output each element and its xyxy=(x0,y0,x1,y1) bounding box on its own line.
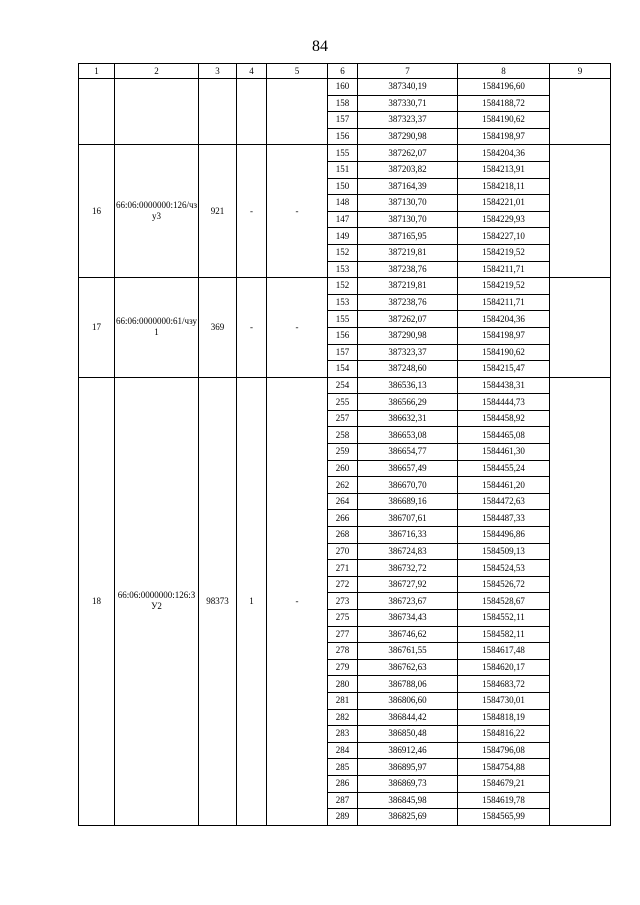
y-coordinate-cell: 1584526,72 xyxy=(458,576,550,593)
cadastral-number-cell: 66:06:0000000:61/чзу1 xyxy=(115,278,199,378)
column-header: 2 xyxy=(115,64,199,79)
y-coordinate-cell: 1584818,19 xyxy=(458,709,550,726)
point-number-cell: 282 xyxy=(328,709,358,726)
cadastral-number-cell: 66:06:0000000:126:ЗУ2 xyxy=(115,377,199,825)
x-coordinate-cell: 387262,07 xyxy=(358,311,458,328)
area-cell xyxy=(199,79,237,145)
x-coordinate-cell: 386707,61 xyxy=(358,510,458,527)
x-coordinate-cell: 386632,31 xyxy=(358,410,458,427)
y-coordinate-cell: 1584565,99 xyxy=(458,809,550,826)
y-coordinate-cell: 1584190,62 xyxy=(458,112,550,129)
point-number-cell: 258 xyxy=(328,427,358,444)
x-coordinate-cell: 387323,37 xyxy=(358,112,458,129)
y-coordinate-cell: 1584754,88 xyxy=(458,759,550,776)
x-coordinate-cell: 387165,95 xyxy=(358,228,458,245)
column-header: 3 xyxy=(199,64,237,79)
point-number-cell: 286 xyxy=(328,775,358,792)
y-coordinate-cell: 1584816,22 xyxy=(458,726,550,743)
y-coordinate-cell: 1584204,36 xyxy=(458,145,550,162)
column-9-cell xyxy=(550,145,611,278)
point-number-cell: 280 xyxy=(328,676,358,693)
area-cell: 369 xyxy=(199,278,237,378)
column-header: 6 xyxy=(328,64,358,79)
point-number-cell: 157 xyxy=(328,112,358,129)
point-number-cell: 283 xyxy=(328,726,358,743)
point-number-cell: 154 xyxy=(328,361,358,378)
x-coordinate-cell: 386723,67 xyxy=(358,593,458,610)
y-coordinate-cell: 1584438,31 xyxy=(458,377,550,394)
y-coordinate-cell: 1584509,13 xyxy=(458,543,550,560)
y-coordinate-cell: 1584218,11 xyxy=(458,178,550,195)
x-coordinate-cell: 386653,08 xyxy=(358,427,458,444)
point-number-cell: 278 xyxy=(328,643,358,660)
y-coordinate-cell: 1584221,01 xyxy=(458,195,550,212)
y-coordinate-cell: 1584487,33 xyxy=(458,510,550,527)
x-coordinate-cell: 387219,81 xyxy=(358,244,458,261)
y-coordinate-cell: 1584219,52 xyxy=(458,244,550,261)
x-coordinate-cell: 386566,29 xyxy=(358,394,458,411)
x-coordinate-cell: 386724,83 xyxy=(358,543,458,560)
x-coordinate-cell: 387248,60 xyxy=(358,361,458,378)
area-cell: 921 xyxy=(199,145,237,278)
y-coordinate-cell: 1584196,60 xyxy=(458,79,550,96)
y-coordinate-cell: 1584582,11 xyxy=(458,626,550,643)
x-coordinate-cell: 387290,98 xyxy=(358,128,458,145)
y-coordinate-cell: 1584528,67 xyxy=(458,593,550,610)
parcel-number-cell: 18 xyxy=(79,377,115,825)
table-row xyxy=(79,145,611,162)
y-coordinate-cell: 1584198,97 xyxy=(458,327,550,344)
cadastral-number-cell: 66:06:0000000:126/чзу3 xyxy=(115,145,199,278)
column-header: 8 xyxy=(458,64,550,79)
point-number-cell: 147 xyxy=(328,211,358,228)
x-coordinate-cell: 386850,48 xyxy=(358,726,458,743)
column-header: 5 xyxy=(267,64,328,79)
point-number-cell: 289 xyxy=(328,809,358,826)
x-coordinate-cell: 386825,69 xyxy=(358,809,458,826)
table-row xyxy=(79,377,611,394)
column-header: 1 xyxy=(79,64,115,79)
x-coordinate-cell: 386727,92 xyxy=(358,576,458,593)
x-coordinate-cell: 387130,70 xyxy=(358,211,458,228)
area-cell: 98373 xyxy=(199,377,237,825)
x-coordinate-cell: 386761,55 xyxy=(358,643,458,660)
table-row xyxy=(79,79,611,96)
point-number-cell: 275 xyxy=(328,610,358,627)
x-coordinate-cell: 387164,39 xyxy=(358,178,458,195)
y-coordinate-cell: 1584552,11 xyxy=(458,610,550,627)
y-coordinate-cell: 1584461,20 xyxy=(458,477,550,494)
point-number-cell: 285 xyxy=(328,759,358,776)
point-number-cell: 156 xyxy=(328,128,358,145)
y-coordinate-cell: 1584472,63 xyxy=(458,493,550,510)
parcel-number-cell: 17 xyxy=(79,278,115,378)
x-coordinate-cell: 386869,73 xyxy=(358,775,458,792)
x-coordinate-cell: 386746,62 xyxy=(358,626,458,643)
point-number-cell: 158 xyxy=(328,95,358,112)
point-number-cell: 155 xyxy=(328,145,358,162)
point-number-cell: 273 xyxy=(328,593,358,610)
column-9-cell xyxy=(550,79,611,145)
x-coordinate-cell: 386806,60 xyxy=(358,692,458,709)
point-number-cell: 264 xyxy=(328,493,358,510)
x-coordinate-cell: 386845,98 xyxy=(358,792,458,809)
x-coordinate-cell: 387130,70 xyxy=(358,195,458,212)
y-coordinate-cell: 1584213,91 xyxy=(458,161,550,178)
point-number-cell: 262 xyxy=(328,477,358,494)
x-coordinate-cell: 386536,13 xyxy=(358,377,458,394)
point-number-cell: 270 xyxy=(328,543,358,560)
x-coordinate-cell: 386895,97 xyxy=(358,759,458,776)
parcel-number-cell xyxy=(79,79,115,145)
y-coordinate-cell: 1584796,08 xyxy=(458,742,550,759)
point-number-cell: 153 xyxy=(328,261,358,278)
y-coordinate-cell: 1584461,30 xyxy=(458,444,550,461)
x-coordinate-cell: 387330,71 xyxy=(358,95,458,112)
point-number-cell: 257 xyxy=(328,410,358,427)
x-coordinate-cell: 386670,70 xyxy=(358,477,458,494)
column-4-cell xyxy=(237,79,267,145)
y-coordinate-cell: 1584524,53 xyxy=(458,560,550,577)
point-number-cell: 259 xyxy=(328,444,358,461)
y-coordinate-cell: 1584458,92 xyxy=(458,410,550,427)
x-coordinate-cell: 386788,06 xyxy=(358,676,458,693)
point-number-cell: 277 xyxy=(328,626,358,643)
point-number-cell: 160 xyxy=(328,79,358,96)
y-coordinate-cell: 1584679,21 xyxy=(458,775,550,792)
y-coordinate-cell: 1584465,08 xyxy=(458,427,550,444)
point-number-cell: 149 xyxy=(328,228,358,245)
page-number: 84 xyxy=(312,38,328,55)
y-coordinate-cell: 1584730,01 xyxy=(458,692,550,709)
coordinates-table xyxy=(78,63,611,826)
column-9-cell xyxy=(550,377,611,825)
x-coordinate-cell: 386654,77 xyxy=(358,444,458,461)
x-coordinate-cell: 386689,16 xyxy=(358,493,458,510)
column-header: 7 xyxy=(358,64,458,79)
x-coordinate-cell: 387203,82 xyxy=(358,161,458,178)
point-number-cell: 152 xyxy=(328,278,358,295)
column-5-cell: - xyxy=(267,145,328,278)
point-number-cell: 279 xyxy=(328,659,358,676)
x-coordinate-cell: 386734,43 xyxy=(358,610,458,627)
y-coordinate-cell: 1584455,24 xyxy=(458,460,550,477)
column-5-cell xyxy=(267,79,328,145)
column-4-cell: - xyxy=(237,278,267,378)
x-coordinate-cell: 386912,46 xyxy=(358,742,458,759)
y-coordinate-cell: 1584219,52 xyxy=(458,278,550,295)
x-coordinate-cell: 386716,33 xyxy=(358,527,458,544)
column-header: 4 xyxy=(237,64,267,79)
y-coordinate-cell: 1584229,93 xyxy=(458,211,550,228)
y-coordinate-cell: 1584198,97 xyxy=(458,128,550,145)
x-coordinate-cell: 387238,76 xyxy=(358,261,458,278)
x-coordinate-cell: 386657,49 xyxy=(358,460,458,477)
point-number-cell: 153 xyxy=(328,294,358,311)
y-coordinate-cell: 1584190,62 xyxy=(458,344,550,361)
y-coordinate-cell: 1584496,86 xyxy=(458,527,550,544)
point-number-cell: 157 xyxy=(328,344,358,361)
y-coordinate-cell: 1584617,48 xyxy=(458,643,550,660)
column-5-cell: - xyxy=(267,377,328,825)
x-coordinate-cell: 387238,76 xyxy=(358,294,458,311)
point-number-cell: 284 xyxy=(328,742,358,759)
column-5-cell: - xyxy=(267,278,328,378)
point-number-cell: 148 xyxy=(328,195,358,212)
point-number-cell: 254 xyxy=(328,377,358,394)
point-number-cell: 151 xyxy=(328,161,358,178)
point-number-cell: 281 xyxy=(328,692,358,709)
y-coordinate-cell: 1584211,71 xyxy=(458,261,550,278)
point-number-cell: 268 xyxy=(328,527,358,544)
parcel-number-cell: 16 xyxy=(79,145,115,278)
cadastral-number-cell xyxy=(115,79,199,145)
column-4-cell: - xyxy=(237,145,267,278)
point-number-cell: 287 xyxy=(328,792,358,809)
point-number-cell: 266 xyxy=(328,510,358,527)
point-number-cell: 150 xyxy=(328,178,358,195)
y-coordinate-cell: 1584444,73 xyxy=(458,394,550,411)
point-number-cell: 155 xyxy=(328,311,358,328)
x-coordinate-cell: 387219,81 xyxy=(358,278,458,295)
x-coordinate-cell: 387290,98 xyxy=(358,327,458,344)
table-row xyxy=(79,278,611,295)
point-number-cell: 272 xyxy=(328,576,358,593)
y-coordinate-cell: 1584215,47 xyxy=(458,361,550,378)
y-coordinate-cell: 1584188,72 xyxy=(458,95,550,112)
point-number-cell: 156 xyxy=(328,327,358,344)
x-coordinate-cell: 387323,37 xyxy=(358,344,458,361)
y-coordinate-cell: 1584683,72 xyxy=(458,676,550,693)
y-coordinate-cell: 1584227,10 xyxy=(458,228,550,245)
x-coordinate-cell: 387262,07 xyxy=(358,145,458,162)
point-number-cell: 152 xyxy=(328,244,358,261)
x-coordinate-cell: 386762,63 xyxy=(358,659,458,676)
header-row xyxy=(79,64,611,79)
y-coordinate-cell: 1584619,78 xyxy=(458,792,550,809)
y-coordinate-cell: 1584204,36 xyxy=(458,311,550,328)
column-header: 9 xyxy=(550,64,611,79)
column-4-cell: 1 xyxy=(237,377,267,825)
point-number-cell: 271 xyxy=(328,560,358,577)
point-number-cell: 255 xyxy=(328,394,358,411)
x-coordinate-cell: 387340,19 xyxy=(358,79,458,96)
x-coordinate-cell: 386732,72 xyxy=(358,560,458,577)
point-number-cell: 260 xyxy=(328,460,358,477)
column-9-cell xyxy=(550,278,611,378)
y-coordinate-cell: 1584620,17 xyxy=(458,659,550,676)
y-coordinate-cell: 1584211,71 xyxy=(458,294,550,311)
x-coordinate-cell: 386844,42 xyxy=(358,709,458,726)
